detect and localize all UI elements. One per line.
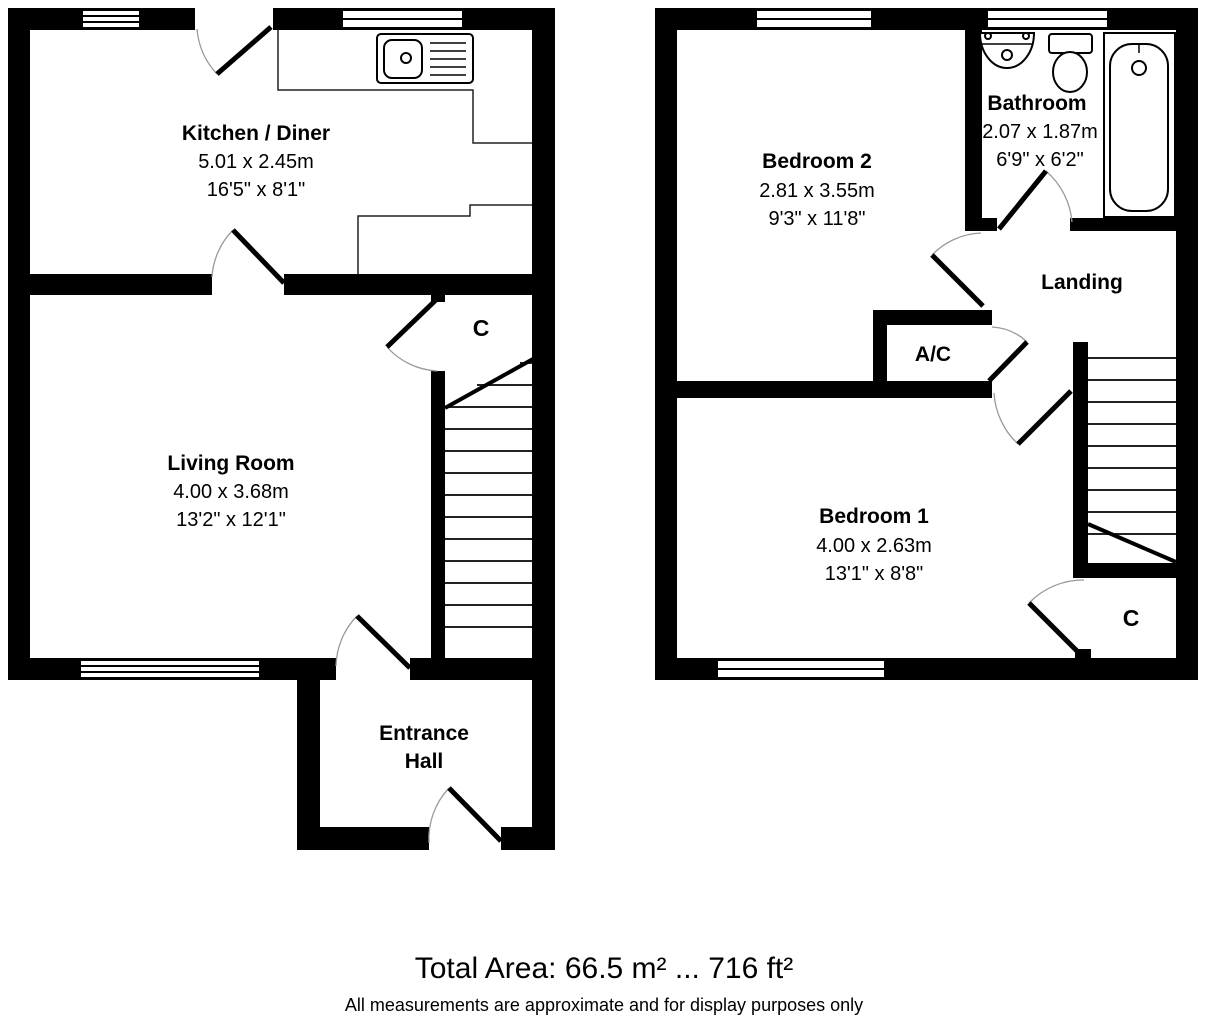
wall-bedroom-divider xyxy=(655,381,992,398)
stairs-ground-cut-line xyxy=(445,359,533,408)
closet-first-door xyxy=(1029,580,1084,656)
bedroom-1-metric: 4.00 x 2.63m xyxy=(816,535,932,557)
kitchen-window-left xyxy=(82,10,140,28)
wall-bathroom-stub xyxy=(965,218,997,231)
ac-label: A/C xyxy=(914,343,952,366)
closet-ground-label: C xyxy=(472,315,490,341)
bathroom-name: Bathroom xyxy=(987,92,1087,115)
bedroom-2-metric: 2.81 x 3.55m xyxy=(759,180,875,202)
entrance-hall-name-line1: Entrance xyxy=(379,722,469,745)
basin xyxy=(980,33,1034,68)
wall-hall-left xyxy=(297,678,320,850)
stairs-first-cut-line xyxy=(1088,524,1176,562)
landing-label: Landing xyxy=(1041,271,1123,294)
stairs-ground xyxy=(445,359,533,627)
total-area-text: Total Area: 66.5 m² ... 716 ft² xyxy=(414,952,794,985)
opening-kitchen-door xyxy=(212,274,284,295)
counter-lower-run xyxy=(358,205,532,274)
bedroom-2-label-group xyxy=(759,150,875,230)
kitchen-diner-metric: 5.01 x 2.45m xyxy=(198,151,314,173)
bathroom-imperial: 6'9" x 6'2" xyxy=(996,149,1084,171)
bathroom-window xyxy=(987,10,1108,28)
bedroom-2-window xyxy=(756,10,872,28)
disclaimer-text: All measurements are approximate and for display purposes only xyxy=(344,995,864,1015)
bathroom-door xyxy=(999,171,1072,229)
wall-left xyxy=(8,8,30,680)
living-room-metric: 4.00 x 3.68m xyxy=(173,481,289,503)
ground-floor-doors xyxy=(197,27,501,843)
first-floor-plan xyxy=(655,8,1198,680)
kitchen-diner-name: Kitchen / Diner xyxy=(181,122,331,145)
wall-bathroom-left xyxy=(965,30,982,218)
bedroom-1-label-group xyxy=(816,505,932,585)
opening-back-door xyxy=(195,8,273,30)
wall-left xyxy=(655,8,677,680)
kitchen-diner-imperial: 16'5" x 8'1" xyxy=(206,179,306,201)
bedroom-2-imperial: 9'3" x 11'8" xyxy=(768,208,866,230)
living-room-imperial: 13'2" x 12'1" xyxy=(176,509,286,531)
wall-hall-bottom xyxy=(297,827,555,850)
kitchen-diner-label-group xyxy=(182,122,330,201)
living-room-name: Living Room xyxy=(167,452,295,475)
opening-living-door xyxy=(336,658,410,680)
ac-cupboard-door xyxy=(989,327,1027,381)
bedroom-2-door xyxy=(932,233,983,306)
entrance-hall-name-line2: Hall xyxy=(404,750,444,773)
wall-stairs-bottom xyxy=(1073,563,1176,578)
wall-bathroom-bottom xyxy=(1070,218,1176,231)
bedroom-1-window xyxy=(717,660,885,678)
bathroom-metric: 2.07 x 1.87m xyxy=(982,121,1098,143)
kitchen-sink xyxy=(377,34,473,83)
living-room-window xyxy=(80,660,260,678)
bedroom-1-door xyxy=(994,391,1071,444)
wall-stairs-left xyxy=(1073,342,1088,578)
footer xyxy=(345,952,863,1015)
kitchen-window-right xyxy=(342,10,463,28)
wall-right xyxy=(1176,8,1198,680)
closet-ground-door xyxy=(387,297,439,371)
stairs-first xyxy=(1088,358,1176,562)
back-door xyxy=(197,27,271,74)
bathtub xyxy=(1104,33,1175,217)
wall-ac-top xyxy=(873,310,992,325)
closet-first-label: C xyxy=(1122,605,1140,631)
wall-right xyxy=(532,8,555,850)
wall-top xyxy=(655,8,1198,30)
entrance-hall-label-group xyxy=(379,722,469,773)
bedroom-2-name: Bedroom 2 xyxy=(762,150,872,173)
wall-stairs-left xyxy=(431,371,445,658)
ground-floor-windows xyxy=(80,10,463,678)
first-floor-doors xyxy=(932,171,1084,656)
bedroom-1-name: Bedroom 1 xyxy=(819,505,929,528)
bathroom-label-group xyxy=(982,92,1098,171)
ground-floor-plan xyxy=(8,8,555,850)
toilet xyxy=(1049,34,1092,92)
bedroom-1-imperial: 13'1" x 8'8" xyxy=(824,563,924,585)
living-room-label-group xyxy=(167,452,294,531)
